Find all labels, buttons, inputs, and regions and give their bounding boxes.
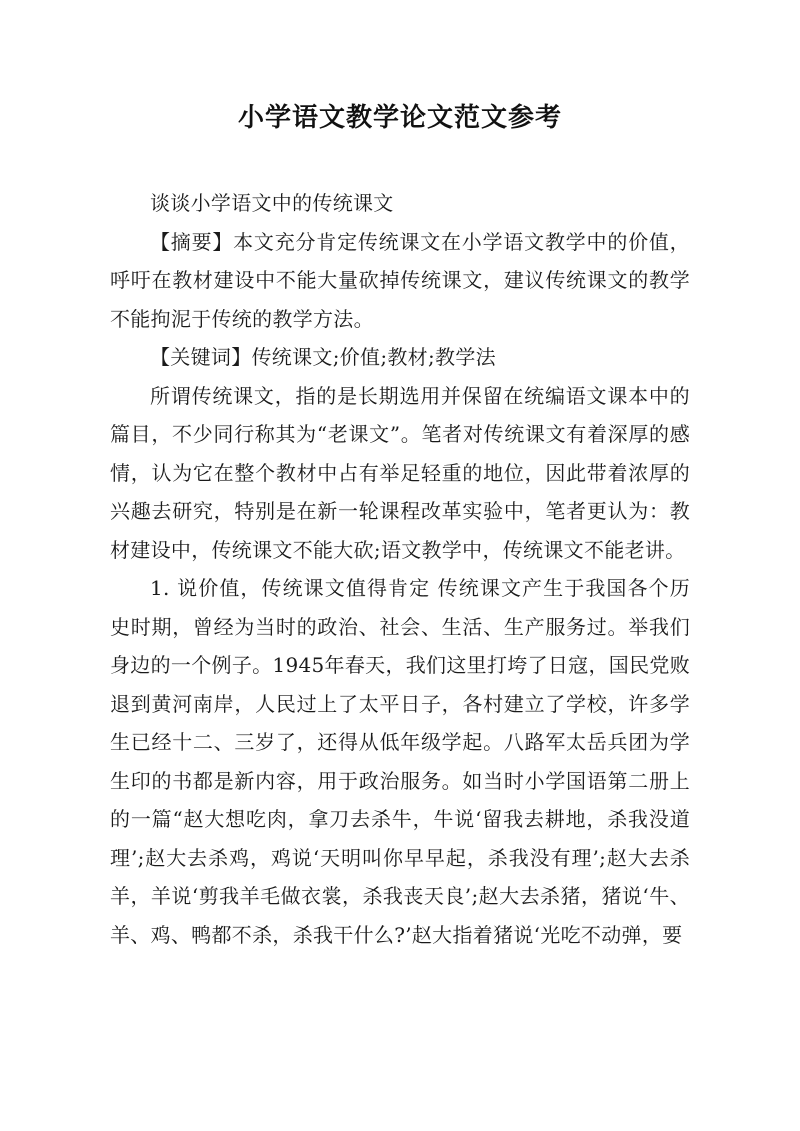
document-body: [110, 184, 690, 954]
abstract-paragraph: 【摘要】本文充分肯定传统课文在小学语文教学中的价值，呼吁在教材建设中不能大量砍掉传统课文，建议传统课文的教学不能拘泥于传统的教学方法。: [110, 229, 690, 331]
body-paragraph: 1. 说价值，传统课文值得肯定 传统课文产生于我国各个历史时期，曾经为当时的政治、社会、生活、生产服务过。举我们身边的一个例子。1945年春天，我们这里打垮了日寇，国民党败退到黄河南岸，人民过上了太平日子，各村建立了学校，许多学生已经十二、三岁了，还得从低年级学起。八路军太岳兵团为学生印的书都是新内容，用于政治服务。如当时小学国语第二册上的一篇“赵大想吃肉，拿刀去杀牛，牛说‘留我去耕地，杀我没道理’;赵大去杀鸡，鸡说‘天明叫你早早起，杀我没有理’;赵大去杀羊，羊说‘剪我羊毛做衣裳，杀我丧天良’;赵大去杀猪，猪说‘牛、羊、鸡、鸭都不杀，杀我干什么?’赵大指着猪说‘光吃不动弹，要: [110, 576, 690, 947]
keywords-paragraph: 【关键词】传统课文;价值;教材;教学法: [150, 345, 496, 369]
body-paragraph: 所谓传统课文，指的是长期选用并保留在统编语文课本中的篇目，不少同行称其为“老课文”。笔者对传统课文有着深厚的感情，认为它在整个教材中占有举足轻重的地位，因此带着浓厚的兴趣去研究，特别是在新一轮课程改革实验中，笔者更认为：教材建设中，传统课文不能大砍;语文教学中，传统课文不能老讲。: [110, 383, 690, 562]
subtitle-paragraph: 谈谈小学语文中的传统课文: [150, 191, 394, 215]
document-title: 小学语文教学论文范文参考: [237, 103, 562, 133]
